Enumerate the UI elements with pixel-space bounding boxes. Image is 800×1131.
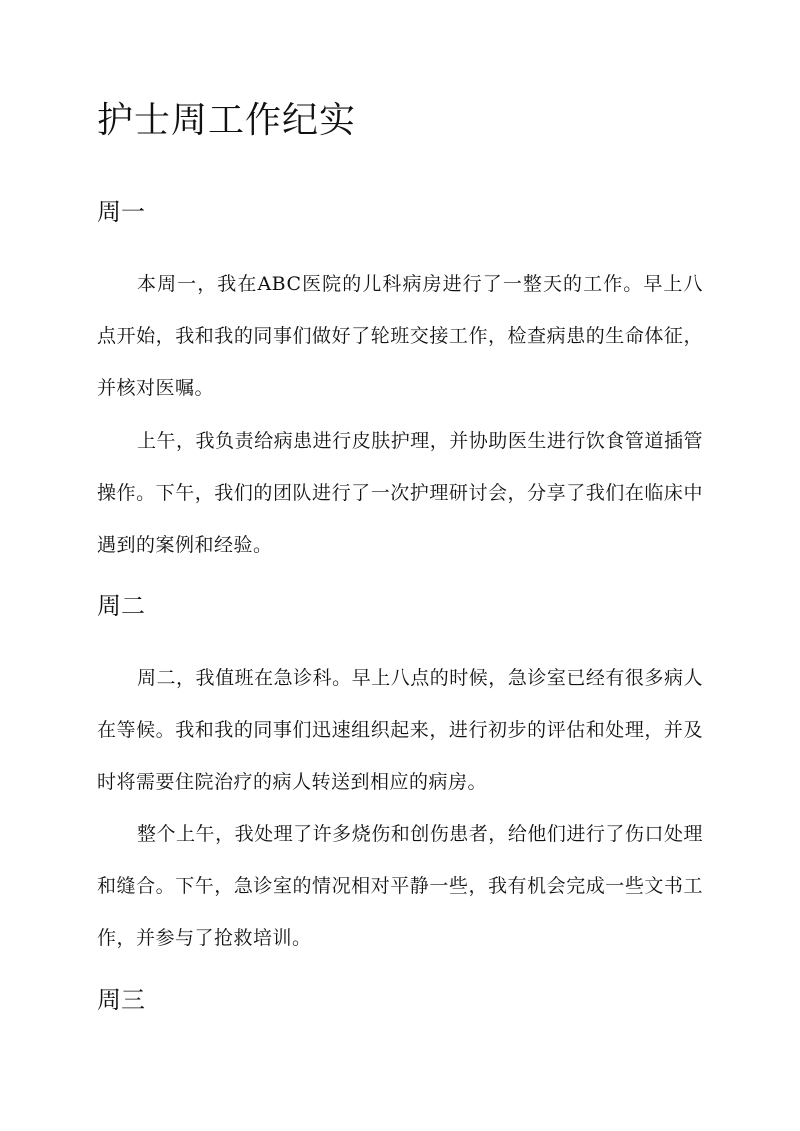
document-title: 护士周工作纪实	[97, 100, 357, 141]
paragraph-monday-1: 本周一，我在ABC医院的儿科病房进行了一整天的工作。早上八点开始，我和我的同事们做好了轮班交接工作，检查病患的生命体征，并核对医嘱。	[97, 273, 703, 399]
section-heading-tuesday: 周二	[97, 592, 145, 620]
paragraph-tuesday-2: 整个上午，我处理了许多烧伤和创伤患者，给他们进行了伤口处理和缝合。下午，急诊室的情况相对平静一些，我有机会完成一些文书工作，并参与了抢救培训。	[97, 823, 703, 949]
paragraph-tuesday-1: 周二，我值班在急诊科。早上八点的时候，急诊室已经有很多病人在等候。我和我的同事们迅速组织起来，进行初步的评估和处理，并及时将需要住院治疗的病人转送到相应的病房。	[97, 667, 703, 793]
section-heading-wednesday: 周三	[97, 986, 145, 1014]
section-heading-monday: 周一	[97, 198, 145, 226]
paragraph-monday-2: 上午，我负责给病患进行皮肤护理，并协助医生进行饮食管道插管操作。下午，我们的团队进行了一次护理研讨会，分享了我们在临床中遇到的案例和经验。	[97, 430, 703, 556]
